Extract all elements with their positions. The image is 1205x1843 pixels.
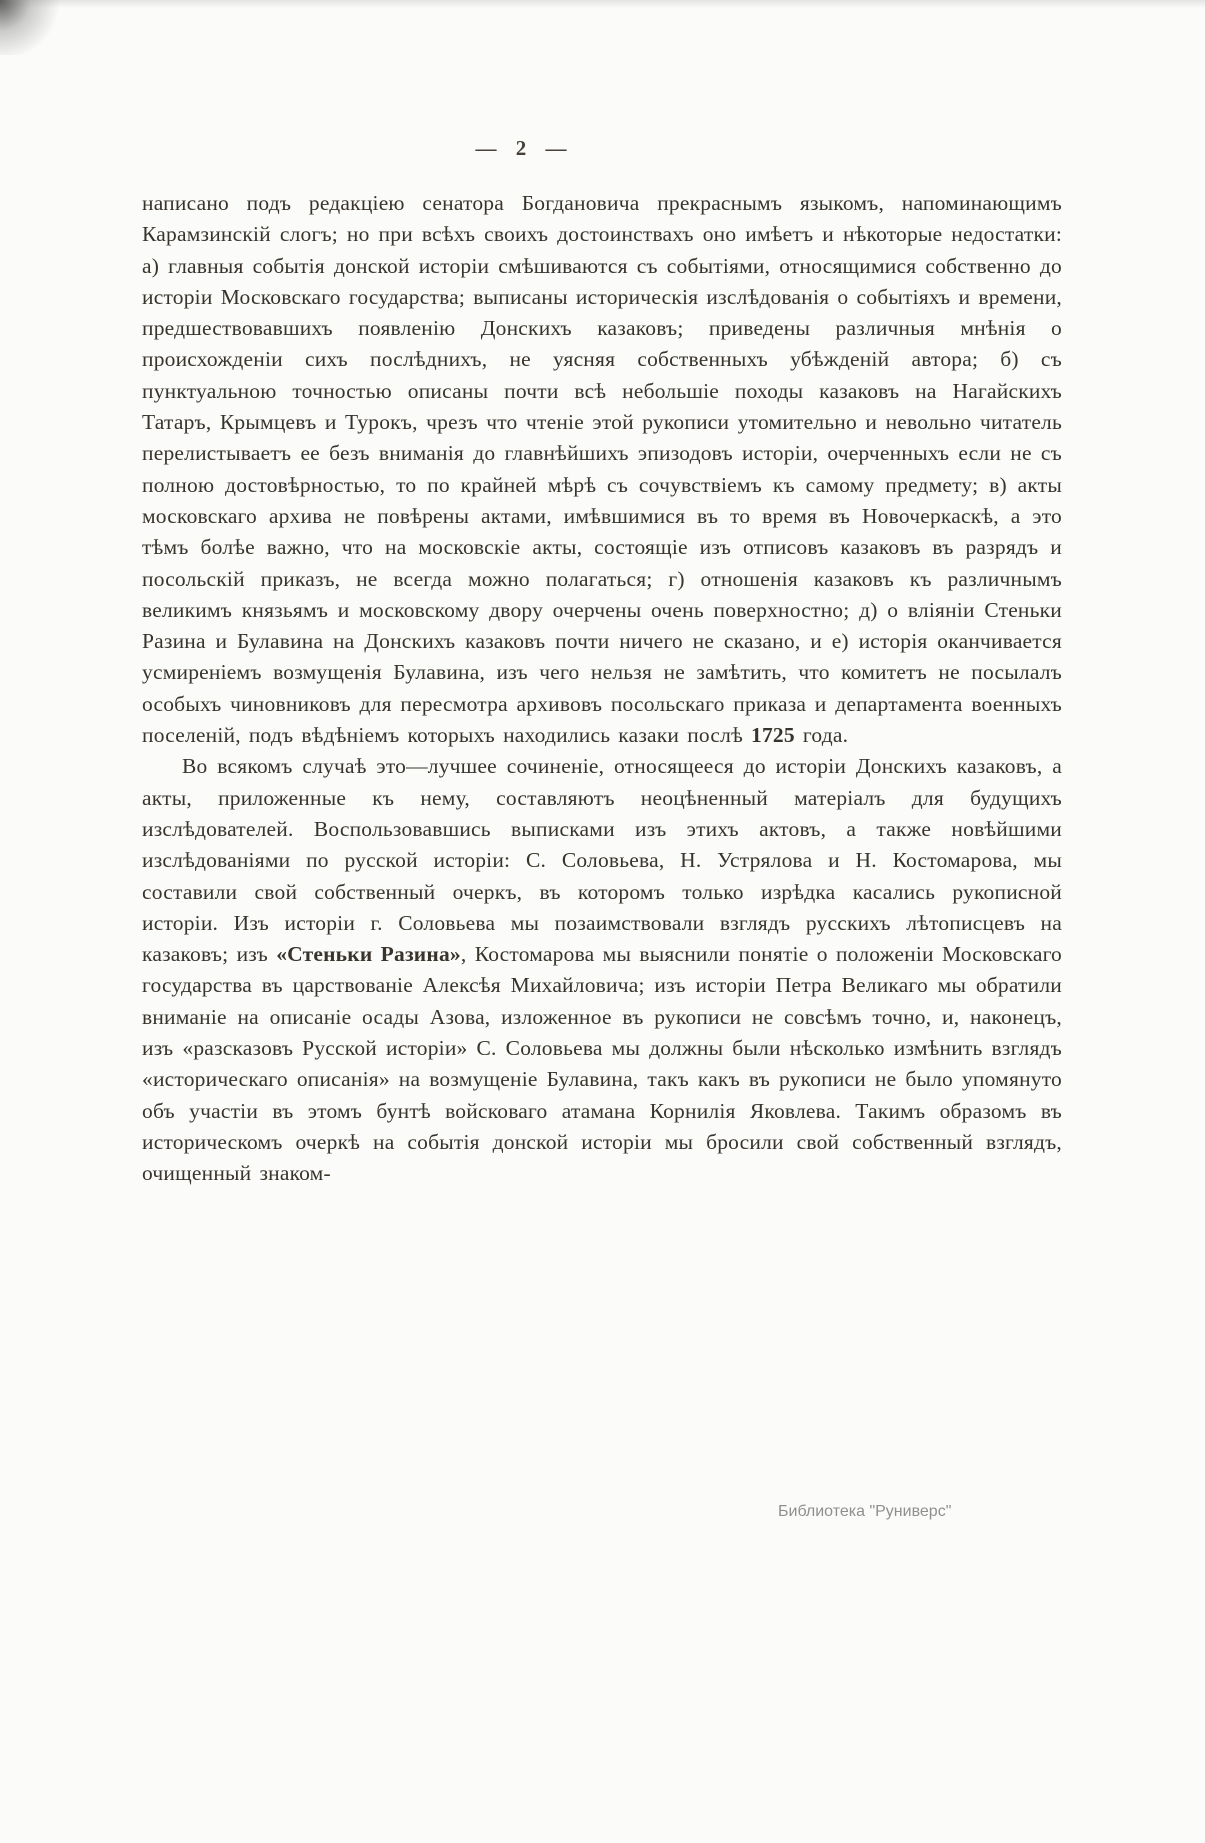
text-segment: Во всякомъ случаѣ это—лучшее сочиненіе, относящееся до исторіи Донскихъ казаковъ, а акты, приложенные къ нему, составляютъ неоцѣненный матеріалъ для будущихъ изслѣдователей. Воспользовавшись выписками изъ этихъ актовъ, а также новѣйшими изслѣдованіями по русской исторіи: С. Соловьева, Н. Устрялова и Н. Костомарова, мы составили свой собственный очеркъ, въ которомъ только изрѣдка касались рукописной исторіи. Изъ исторіи г. Соловьева мы позаимствовали взглядъ русскихъ лѣтописцевъ на казаковъ; изъ — [142, 754, 1062, 967]
scan-artifact-top-edge — [0, 0, 1205, 8]
text-segment: написано подъ редакціею сенатора Богдановича прекраснымъ языкомъ, напоминающимъ Карамзинскій слогъ; но при всѣхъ своихъ достоинствахъ оно имѣетъ и нѣкоторые недостатки: а) главныя событія донской исторіи смѣшиваются съ событіями, относящимися собственно до исторіи Московскаго государства; выписаны историческія изслѣдованія о событіяхъ и времени, предшествовавшихъ появленію Донскихъ казаковъ; приведены различныя мнѣнія о происхожденіи сихъ послѣднихъ, не уясняя собственныхъ убѣжденій автора; б) съ пунктуальною точностью описаны почти всѣ небольшіе походы казаковъ на Нагайскихъ Татаръ, Крымцевъ и Турокъ, чрезъ что чтеніе этой рукописи утомительно и невольно читатель перелистываетъ ее безъ вниманія до главнѣйшихъ эпизодовъ исторіи, очерченныхъ если не съ полною достовѣрностью, то по крайней мѣрѣ съ сочувствіемъ къ самому предмету; в) акты московскаго архива не повѣрены актами, имѣвшимися въ то время въ Новочеркаскѣ, а это тѣмъ болѣе важно, что на московскіе акты, состоящіе изъ отписовъ казаковъ въ разрядъ и посольскій приказъ, не всегда можно полагаться; г) отношенія казаковъ къ различнымъ великимъ князьямъ и московскому двору очерчены очень поверхностно; д) о вліяніи Стеньки Разина и Булавина на Донскихъ казаковъ почти ничего не сказано, и е) исторія оканчивается усмиреніемъ возмущенія Булавина, изъ чего нельзя не замѣтить, что комитетъ не посылалъ особыхъ чиновниковъ для пересмотра архивовъ посольскаго приказа и департамента военныхъ поселеній, подъ вѣдѣніемъ которыхъ находились казаки послѣ — [142, 191, 1062, 748]
text-segment-bold-title: «Стеньки Разина» — [276, 942, 461, 967]
paragraph-1 — [142, 188, 1062, 751]
text-segment-bold-year: 1725 — [751, 723, 795, 748]
text-segment: года. — [794, 723, 849, 748]
page-number: — 2 — — [475, 136, 569, 160]
paragraph-2 — [142, 751, 1062, 1189]
scan-artifact-corner — [0, 0, 70, 55]
text-block — [142, 188, 1062, 1190]
library-watermark: Библиотека "Руниверс" — [778, 1503, 952, 1520]
text-segment: , Костомарова мы выяснили понятіе о положеніи Московскаго государства въ царствованіе Алексѣя Михайловича; изъ исторіи Петра Великаго мы обратили вниманіе на описаніе осады Азова, изложенное въ рукописи не совсѣмъ точно, и, наконецъ, изъ «разсказовъ Русской исторіи» С. Соловьева мы должны были нѣсколько измѣнить взглядъ «историческаго описанія» на возмущеніе Булавина, такъ какъ въ рукописи не было упомянуто объ участіи въ этомъ бунтѣ войсковаго атамана Корнилія Яковлева. Такимъ образомъ въ историческомъ очеркѣ на событія донской исторіи мы бросили свой собственный взглядъ, очищенный знаком- — [142, 942, 1062, 1186]
